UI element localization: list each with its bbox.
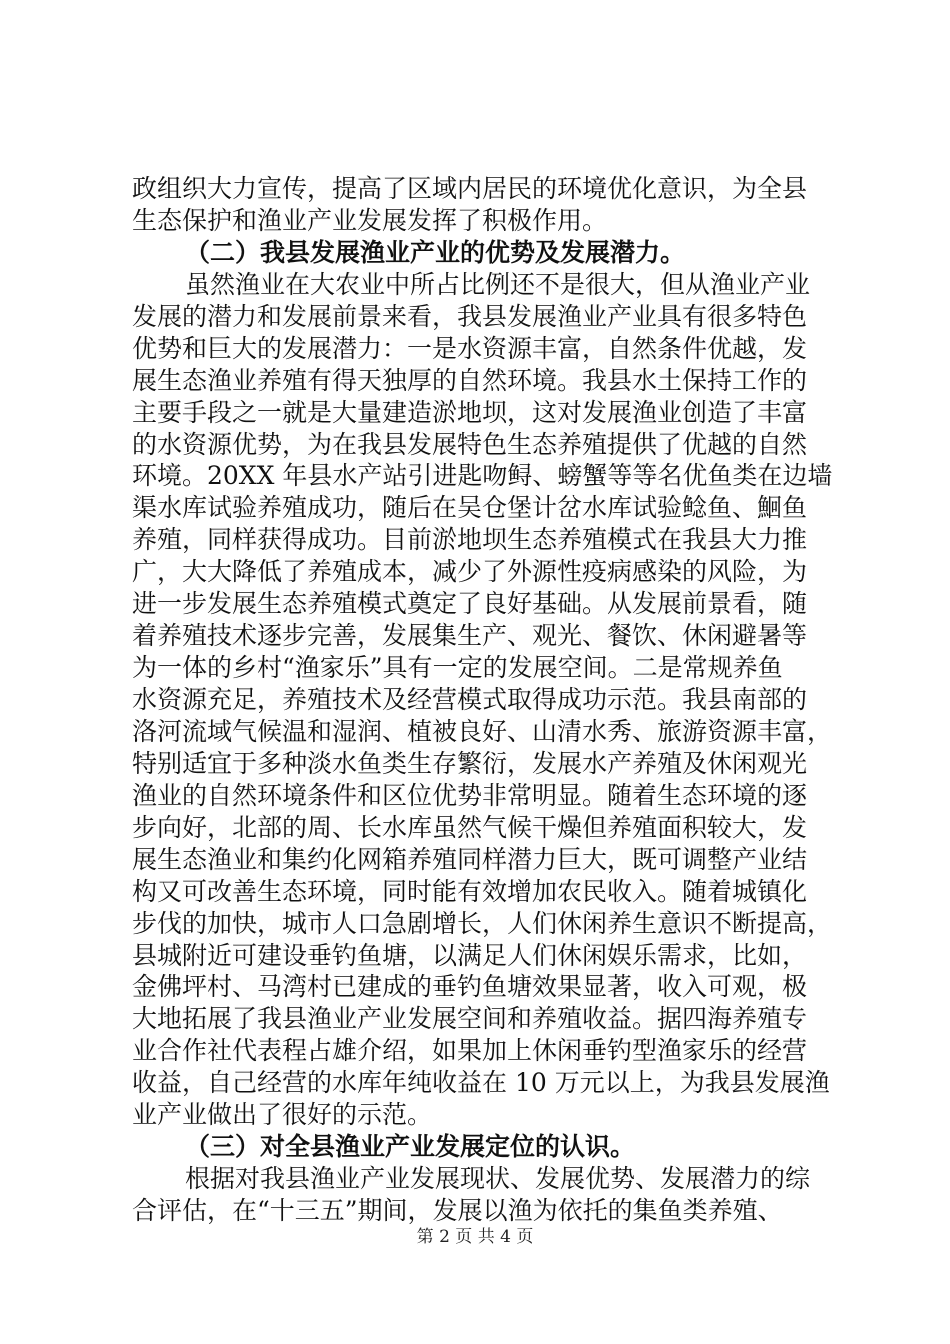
text-line: 步伐的加快，城市人口急剧增长，人们休闲养生意识不断提高， [132,909,833,938]
text-line: 的水资源优势，为在我县发展特色生态养殖提供了优越的自然 [132,430,808,459]
text-line: 优势和巨大的发展潜力：一是水资源丰富，自然条件优越，发 [132,334,808,363]
text-line: 构又可改善生态环境，同时能有效增加农民收入。随着城镇化 [132,877,808,906]
paragraph-first-line: 根据对我县渔业产业发展现状、发展优势、发展潜力的综 [185,1164,811,1193]
text-line: 特别适宜于多种淡水鱼类生存繁衍，发展水产养殖及休闲观光 [132,749,808,778]
text-line: 政组织大力宣传，提高了区域内居民的环境优化意识，为全县 [132,174,808,203]
text-line: 洛河流域气候温和湿润、植被良好、山清水秀、旅游资源丰富， [132,717,833,746]
text-line: 合评估，在“十三五”期间，发展以渔为依托的集鱼类养殖、 [132,1196,783,1225]
page-footer: 第 2 页 共 4 页 [416,1227,534,1247]
section-heading: （二）我县发展渔业产业的优势及发展潜力。 [185,238,686,267]
text-line: 金佛坪村、马湾村已建成的垂钓鱼塘效果显著，收入可观，极 [132,972,808,1001]
text-line: 水资源充足，养殖技术及经营模式取得成功示范。我县南部的 [132,685,808,714]
text-line: 县城附近可建设垂钓鱼塘，以满足人们休闲娱乐需求，比如， [132,941,808,970]
section-heading: （三）对全县渔业产业发展定位的认识。 [185,1132,636,1161]
text-line: 为一体的乡村“渔家乐”具有一定的发展空间。二是常规养鱼 [132,653,783,682]
text-line: 渠水库试验养殖成功，随后在吴仓堡计岔水库试验鲶鱼、鮰鱼 [132,493,808,522]
text-line: 展生态渔业和集约化网箱养殖同样潜力巨大，既可调整产业结 [132,845,808,874]
text-line: 进一步发展生态养殖模式奠定了良好基础。从发展前景看，随 [132,589,808,618]
text-line: 发展的潜力和发展前景来看，我县发展渔业产业具有很多特色 [132,302,808,331]
text-line: 收益，自己经营的水库年纯收益在 10 万元以上，为我县发展渔 [132,1068,830,1097]
text-line: 大地拓展了我县渔业产业发展空间和养殖收益。据四海养殖专 [132,1004,808,1033]
paragraph-first-line: 虽然渔业在大农业中所占比例还不是很大，但从渔业产业 [185,270,811,299]
text-line: 养殖，同样获得成功。目前淤地坝生态养殖模式在我县大力推 [132,525,808,554]
text-line: 着养殖技术逐步完善，发展集生产、观光、餐饮、休闲避暑等 [132,621,808,650]
text-line: 步向好，北部的周、长水库虽然气候干燥但养殖面积较大，发 [132,813,808,842]
text-line: 展生态渔业养殖有得天独厚的自然环境。我县水土保持工作的 [132,366,808,395]
text-line: 广，大大降低了养殖成本，减少了外源性疫病感染的风险，为 [132,557,808,586]
text-line: 主要手段之一就是大量建造淤地坝，这对发展渔业创造了丰富 [132,398,808,427]
text-line: 渔业的自然环境条件和区位优势非常明显。随着生态环境的逐 [132,781,808,810]
text-line: 生态保护和渔业产业发展发挥了积极作用。 [132,206,608,235]
text-line: 业合作社代表程占雄介绍，如果加上休闲垂钓型渔家乐的经营 [132,1036,808,1065]
text-line: 业产业做出了很好的示范。 [132,1100,433,1129]
text-line: 环境。20XX 年县水产站引进匙吻鲟、螃蟹等等名优鱼类在边墙 [132,461,833,490]
